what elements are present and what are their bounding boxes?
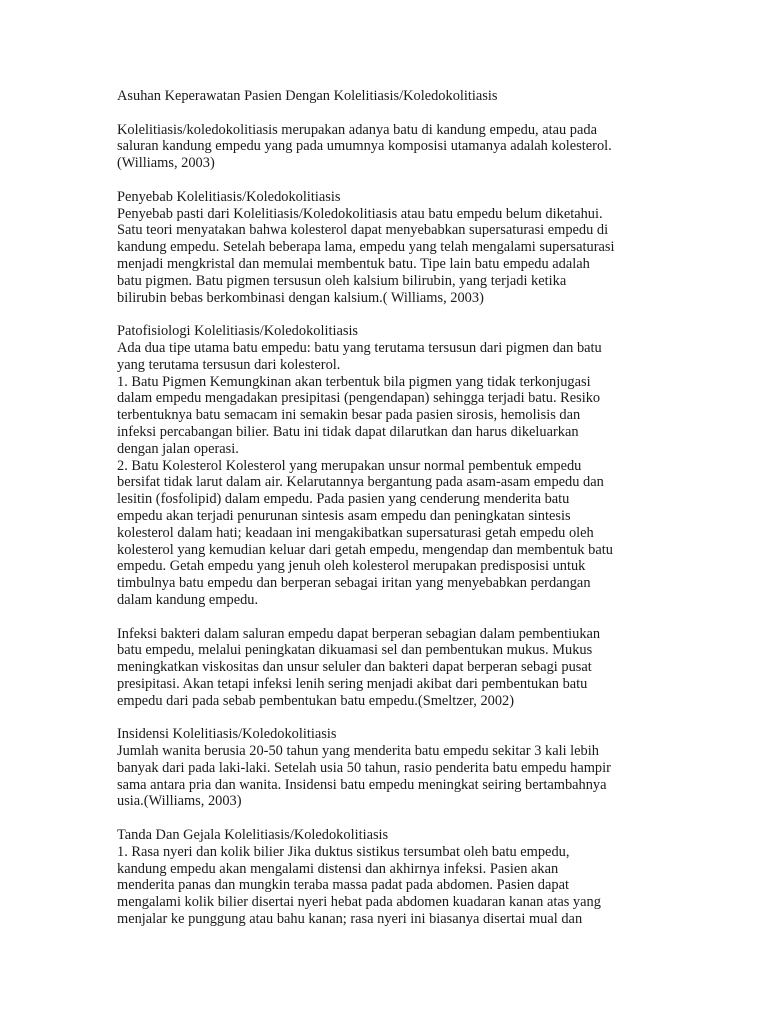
text-line: 2. Batu Kolesterol Kolesterol yang merupakan unsur normal pembentuk empedu [117,457,582,474]
intro-paragraph [117,122,657,172]
document-page [117,88,657,945]
text-line: meningkatkan viskositas dan unsur seluler dan bakteri dapat berperan sebagi pusat [117,659,592,676]
text-line: Penyebab pasti dari Kolelitiasis/Koledokolitiasis atau batu empedu belum diketahui. [117,205,603,222]
text-line: kandung empedu akan mengalami distensi dan akhirnya infeksi. Pasien akan [117,860,559,877]
text-line: presipitasi. Akan tetapi infeksi lenih sering menjadi akibat dari pembentukan batu [117,675,588,692]
text-line: Jumlah wanita berusia 20-50 tahun yang menderita batu empedu sekitar 3 kali lebih [117,743,599,760]
text-line: menjadi mengkristal dan memulai membentuk batu. Tipe lain batu empedu adalah [117,255,590,272]
text-line: Kolelitiasis/koledokolitiasis merupakan adanya batu di kandung empedu, atau pada [117,121,597,138]
text-line: sama antara pria dan wanita. Insidensi batu empedu meningkat seiring bertambahnya [117,776,607,793]
text-line: kandung empedu. Setelah beberapa lama, empedu yang telah mengalami supersaturasi [117,239,615,256]
section-heading: Tanda Dan Gejala Kolelitiasis/Koledokolitiasis [117,827,389,844]
infeksi-paragraph [117,626,657,710]
text-line: banyak dari pada laki-laki. Setelah usia 50 tahun, rasio penderita batu empedu hampir [117,759,611,776]
text-line: empedu. Getah empedu yang jenuh oleh kolesterol merupakan predisposisi untuk [117,558,586,575]
section-penyebab [117,189,657,307]
text-line: Ada dua tipe utama batu empedu: batu yang terutama tersusun dari pigmen dan batu [117,339,602,356]
text-line: batu empedu, melalui peningkatan dikuamasi sel dan pembentukan mukus. Mukus [117,642,593,659]
text-line: batu pigmen. Batu pigmen tersusun oleh kalsium bilirubin, yang terjadi ketika [117,272,567,289]
section-heading: Insidensi Kolelitiasis/Koledokolitiasis [117,726,337,743]
text-line: yang terutama tersusun dari kolesterol. [117,356,341,373]
text-line: Infeksi bakteri dalam saluran empedu dapat berperan sebagian dalam pembentiukan [117,625,601,642]
text-line: Asuhan Keperawatan Pasien Dengan Kolelitiasis/Koledokolitiasis [117,88,498,104]
text-line: bilirubin bebas berkombinasi dengan kalsium.( Williams, 2003) [117,289,484,306]
text-line: menjalar ke punggung atau bahu kanan; rasa nyeri ini biasanya disertai mual dan [117,911,583,928]
text-line: Satu teori menyatakan bahwa kolesterol dapat menyebabkan supersaturasi empedu di [117,222,609,239]
text-line: lesitin (fosfolipid) dalam empedu. Pada pasien yang cenderung menderita batu [117,491,570,508]
section-insidensi [117,726,657,810]
text-line: bersifat tidak larut dalam air. Kelarutannya bergantung pada asam-asam empedu dan [117,474,604,491]
section-heading: Patofisiologi Kolelitiasis/Koledokolitiasis [117,323,359,340]
section-heading: Penyebab Kolelitiasis/Koledokolitiasis [117,188,341,205]
text-line: dengan jalan operasi. [117,440,239,457]
text-line: (Williams, 2003) [117,155,215,172]
text-line: mengalami kolik bilier disertai nyeri hebat pada abdomen kuadaran kanan atas yang [117,894,601,911]
text-line: menderita panas dan mungkin teraba massa padat pada abdomen. Pasien dapat [117,877,569,894]
text-line: saluran kandung empedu yang pada umumnya komposisi utamanya adalah kolesterol. [117,138,612,155]
document-title [117,88,657,105]
text-line: dalam kandung empedu. [117,591,259,608]
text-line: dalam empedu mengadakan presipitasi (pengendapan) sehingga terjadi batu. Resiko [117,390,601,407]
text-line: 1. Rasa nyeri dan kolik bilier Jika duktus sistikus tersumbat oleh batu empedu, [117,843,570,860]
text-line: timbulnya batu empedu dan berperan sebagai iritan yang menyebabkan perdangan [117,575,591,592]
text-line: usia.(Williams, 2003) [117,793,242,810]
text-line: 1. Batu Pigmen Kemungkinan akan terbentuk bila pigmen yang tidak terkonjugasi [117,373,591,390]
text-line: kolesterol dalam hati; keadaan ini mengakibatkan supersaturasi getah empedu oleh [117,524,594,541]
section-tanda-gejala [117,827,657,928]
text-line: terbentuknya batu semacam ini semakin besar pada pasien sirosis, hemolisis dan [117,407,581,424]
text-line: empedu akan terjadi penurunan sintesis asam empedu dan peningkatan sintesis [117,507,571,524]
text-line: empedu dari pada sebab pembentukan batu empedu.(Smeltzer, 2002) [117,692,515,709]
section-patofisiologi [117,323,657,609]
text-line: infeksi percabangan bilier. Batu ini tidak dapat dilarutkan dan harus dikeluarkan [117,423,579,440]
text-line: kolesterol yang kemudian keluar dari getah empedu, mengendap dan membentuk batu [117,541,613,558]
